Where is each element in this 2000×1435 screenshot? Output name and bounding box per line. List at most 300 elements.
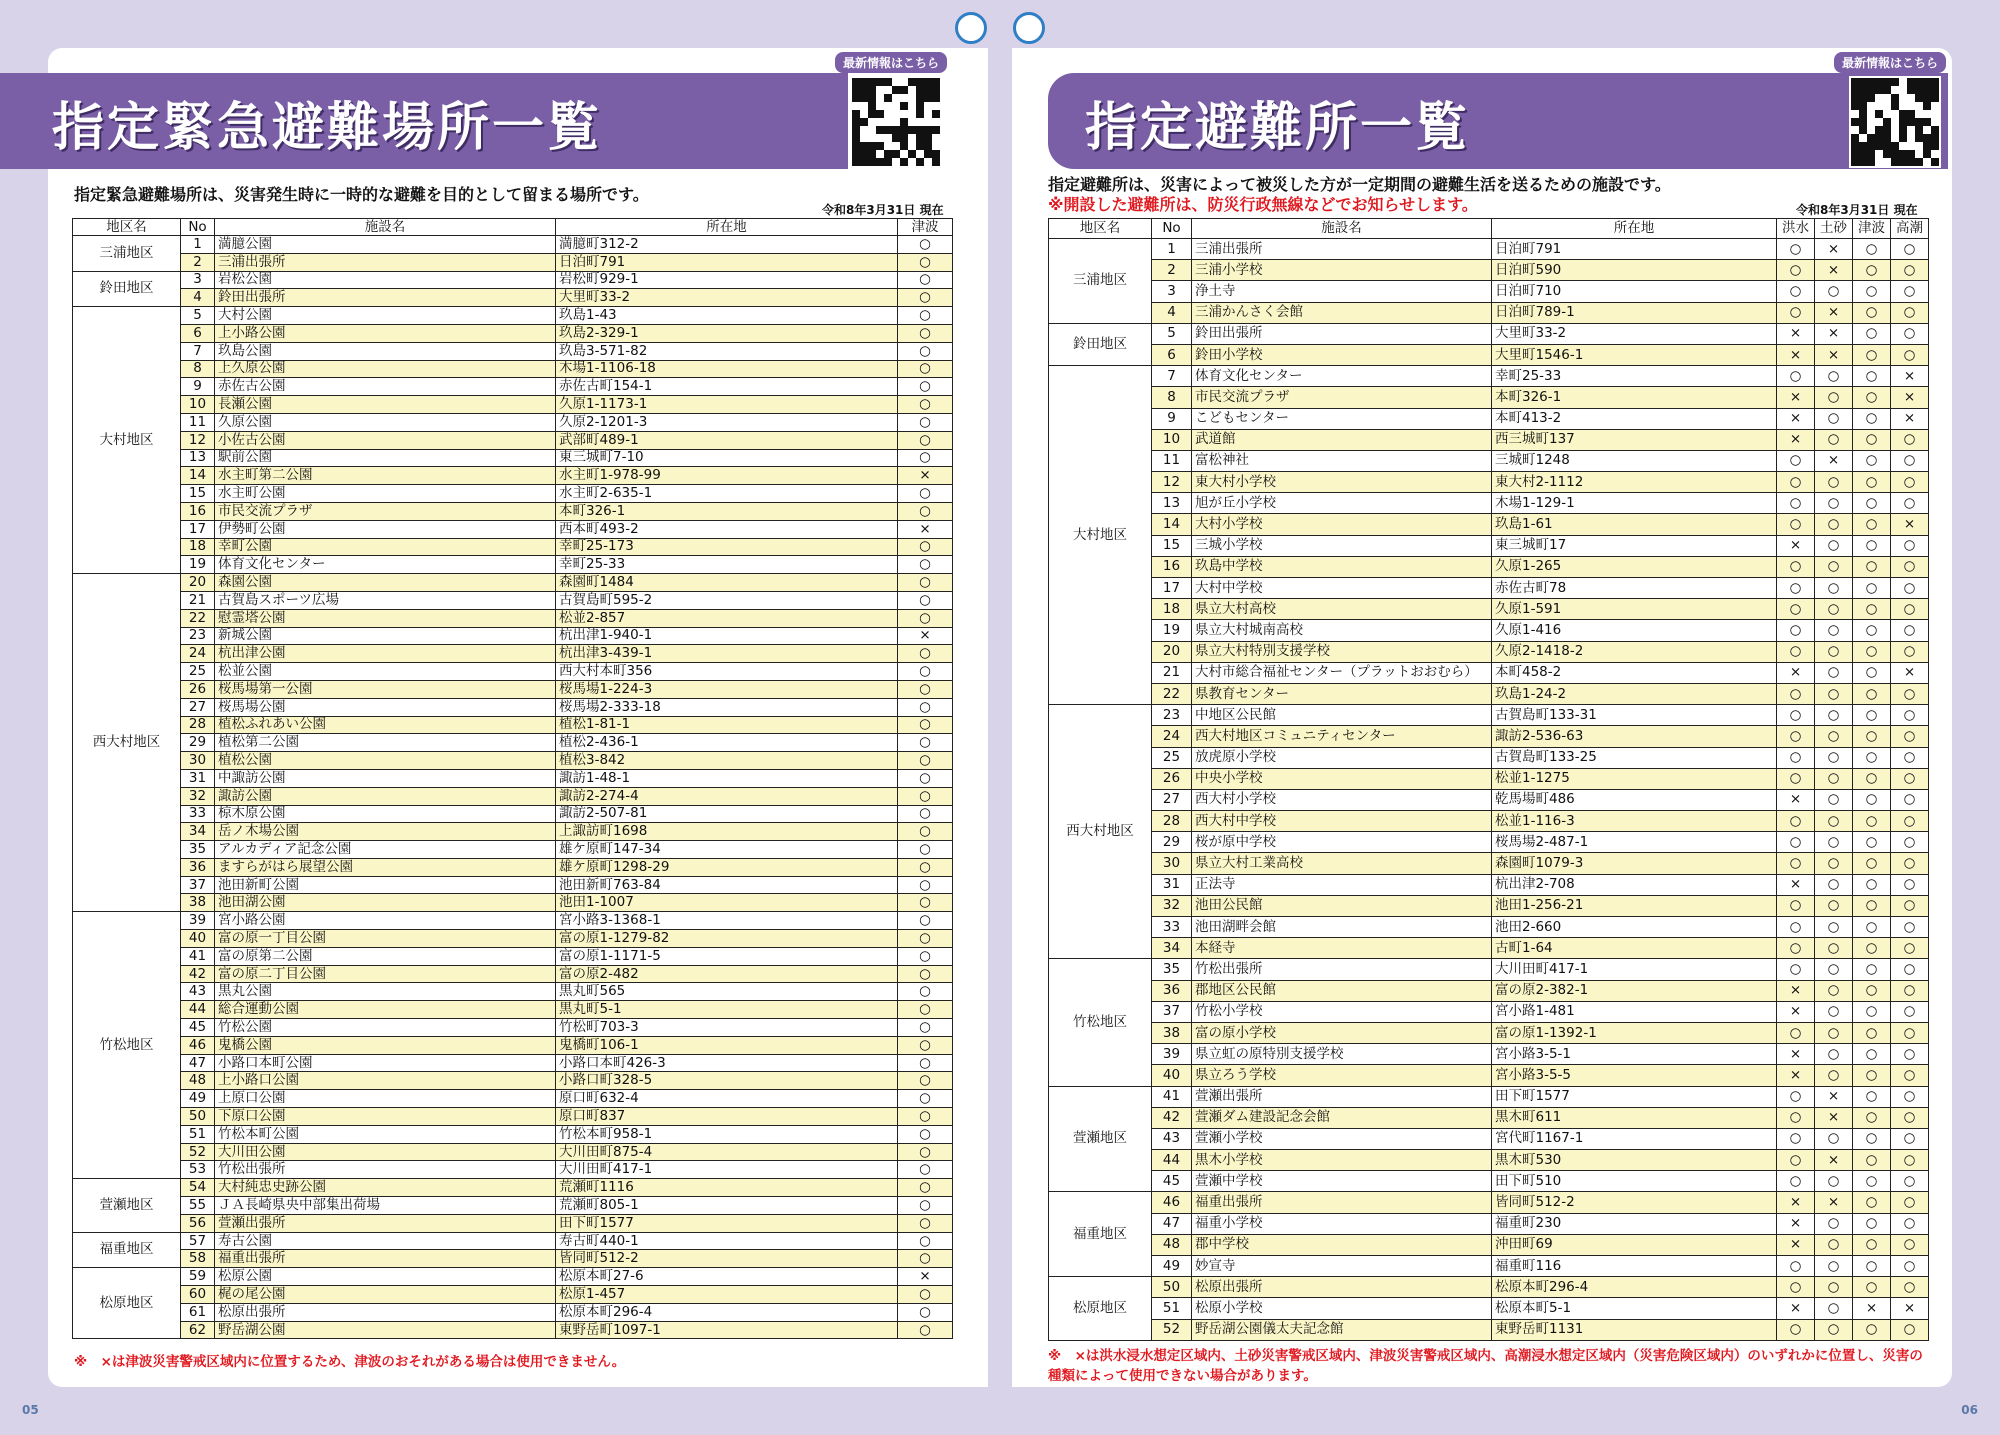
facility-address: 宮小路3-5-5 xyxy=(1492,1065,1777,1086)
availability-mark: × xyxy=(1891,662,1929,683)
facility-address: 松並1-1275 xyxy=(1492,768,1777,789)
availability-mark: ○ xyxy=(1777,726,1815,747)
facility-address: 西本町493-2 xyxy=(556,520,898,538)
facility-address: 杭出津3-439-1 xyxy=(556,645,898,663)
table-row xyxy=(1049,683,1929,704)
row-number: 41 xyxy=(1152,1086,1192,1107)
availability-mark: ○ xyxy=(1815,1044,1853,1065)
facility-name: 富の原第二公園 xyxy=(215,947,556,965)
facility-name: 総合運動公園 xyxy=(215,1001,556,1019)
availability-mark: ○ xyxy=(898,876,953,894)
facility-name: 植松公園 xyxy=(215,752,556,770)
facility-name: 体育文化センター xyxy=(215,556,556,574)
table-row xyxy=(73,413,953,431)
left-qr-code-icon[interactable] xyxy=(850,76,942,168)
availability-mark: ○ xyxy=(898,912,953,930)
binding-ring xyxy=(955,12,987,44)
availability-mark: ○ xyxy=(898,680,953,698)
table-row xyxy=(73,698,953,716)
availability-mark: ○ xyxy=(1777,683,1815,704)
availability-mark: ○ xyxy=(1853,683,1891,704)
district-name: 竹松地区 xyxy=(73,912,181,1179)
facility-name: 鈴田出張所 xyxy=(1192,323,1492,344)
availability-mark: ○ xyxy=(1815,789,1853,810)
facility-address: 荒瀬町805-1 xyxy=(556,1197,898,1215)
facility-name: 三浦出張所 xyxy=(215,253,556,271)
facility-address: 田下町510 xyxy=(1492,1171,1777,1192)
table-row xyxy=(73,467,953,485)
row-number: 21 xyxy=(181,591,215,609)
facility-address: 原口町837 xyxy=(556,1108,898,1126)
facility-address: 宮小路1-481 xyxy=(1492,1001,1777,1022)
row-number: 53 xyxy=(181,1161,215,1179)
facility-address: 竹松町703-3 xyxy=(556,1019,898,1037)
facility-address: 玖島2-329-1 xyxy=(556,324,898,342)
availability-mark: × xyxy=(1853,1298,1891,1319)
table-row xyxy=(1049,239,1929,260)
availability-mark: ○ xyxy=(898,271,953,289)
table-row xyxy=(73,271,953,289)
availability-mark: ○ xyxy=(1891,302,1929,323)
facility-name: 三浦かんさく会館 xyxy=(1192,302,1492,323)
availability-mark: ○ xyxy=(1853,1022,1891,1043)
facility-address: 古賀島町133-25 xyxy=(1492,747,1777,768)
facility-address: 寿古町440-1 xyxy=(556,1232,898,1250)
facility-address: 久原2-1418-2 xyxy=(1492,641,1777,662)
availability-mark: × xyxy=(1815,239,1853,260)
availability-mark: ○ xyxy=(1777,302,1815,323)
facility-address: 荒瀬町1116 xyxy=(556,1179,898,1197)
availability-mark: ○ xyxy=(1853,768,1891,789)
row-number: 44 xyxy=(1152,1150,1192,1171)
table-row xyxy=(1049,832,1929,853)
table-row xyxy=(1049,556,1929,577)
availability-mark: × xyxy=(1777,1001,1815,1022)
facility-name: 放虎原小学校 xyxy=(1192,747,1492,768)
table-row xyxy=(1049,535,1929,556)
availability-mark: × xyxy=(1777,789,1815,810)
row-number: 2 xyxy=(1152,260,1192,281)
facility-name: 市民交流プラザ xyxy=(1192,387,1492,408)
table-row xyxy=(73,431,953,449)
facility-name: 西大村中学校 xyxy=(1192,811,1492,832)
table-row xyxy=(1049,1001,1929,1022)
availability-mark: ○ xyxy=(1891,1001,1929,1022)
row-number: 13 xyxy=(181,449,215,467)
row-number: 6 xyxy=(181,324,215,342)
facility-name: 西大村小学校 xyxy=(1192,789,1492,810)
availability-mark: ○ xyxy=(1853,599,1891,620)
table-row xyxy=(73,591,953,609)
facility-name: 長瀬公園 xyxy=(215,396,556,414)
left-footnote: ※ ×は津波災害警戒区域内に位置するため、津波のおそれがある場合は使用できません。 xyxy=(74,1354,626,1370)
facility-name: 新城公園 xyxy=(215,627,556,645)
district-name: 西大村地区 xyxy=(73,574,181,912)
table-row xyxy=(1049,1213,1929,1234)
availability-mark: ○ xyxy=(1853,578,1891,599)
table-row xyxy=(1049,620,1929,641)
availability-mark: ○ xyxy=(1853,980,1891,1001)
facility-name: 市民交流プラザ xyxy=(215,502,556,520)
availability-mark: ○ xyxy=(898,1108,953,1126)
availability-mark: ○ xyxy=(1815,747,1853,768)
table-row xyxy=(73,538,953,556)
availability-mark: × xyxy=(1815,323,1853,344)
availability-mark: ○ xyxy=(1891,895,1929,916)
left-page-title: 指定緊急避難場所一覧 xyxy=(52,98,603,158)
row-number: 34 xyxy=(1152,938,1192,959)
district-name: 福重地区 xyxy=(73,1232,181,1268)
facility-address: 幸町25-33 xyxy=(1492,366,1777,387)
availability-mark: ○ xyxy=(898,609,953,627)
row-number: 1 xyxy=(1152,239,1192,260)
row-number: 20 xyxy=(1152,641,1192,662)
availability-mark: ○ xyxy=(898,894,953,912)
facility-address: 日泊町710 xyxy=(1492,281,1777,302)
facility-name: 池田湖畔会館 xyxy=(1192,917,1492,938)
facility-name: 大村公園 xyxy=(215,307,556,325)
availability-mark: ○ xyxy=(898,858,953,876)
table-row xyxy=(73,930,953,948)
facility-address: 本町413-2 xyxy=(1492,408,1777,429)
table-row xyxy=(73,1250,953,1268)
availability-mark: ○ xyxy=(1853,726,1891,747)
facility-name: 松原出張所 xyxy=(1192,1277,1492,1298)
facility-name: 松原出張所 xyxy=(215,1303,556,1321)
table-row xyxy=(73,769,953,787)
row-number: 12 xyxy=(181,431,215,449)
facility-address: 東野岳町1097-1 xyxy=(556,1321,898,1339)
row-number: 54 xyxy=(181,1179,215,1197)
availability-mark: ○ xyxy=(1891,1107,1929,1128)
table-row xyxy=(73,556,953,574)
facility-name: 県立大村高校 xyxy=(1192,599,1492,620)
availability-mark: ○ xyxy=(1891,1044,1929,1065)
availability-mark: ○ xyxy=(1853,1001,1891,1022)
availability-mark: ○ xyxy=(1853,514,1891,535)
facility-address: 東大村2-1112 xyxy=(1492,472,1777,493)
row-number: 27 xyxy=(1152,789,1192,810)
row-number: 48 xyxy=(181,1072,215,1090)
facility-name: 岳ノ木場公園 xyxy=(215,823,556,841)
availability-mark: × xyxy=(1777,323,1815,344)
availability-mark: ○ xyxy=(898,1232,953,1250)
availability-mark: ○ xyxy=(898,1321,953,1339)
table-header-row xyxy=(73,219,953,236)
availability-mark: ○ xyxy=(1853,1171,1891,1192)
row-number: 51 xyxy=(181,1125,215,1143)
availability-mark: ○ xyxy=(1853,1256,1891,1277)
availability-mark: × xyxy=(1891,366,1929,387)
facility-name: 池田湖公園 xyxy=(215,894,556,912)
facility-name: 寿古公園 xyxy=(215,1232,556,1250)
table-row xyxy=(1049,1319,1929,1340)
column-header: 洪水 xyxy=(1777,219,1815,239)
facility-address: 三城町1248 xyxy=(1492,450,1777,471)
availability-mark: ○ xyxy=(1891,620,1929,641)
availability-mark: ○ xyxy=(1853,832,1891,853)
facility-name: 旭が丘小学校 xyxy=(1192,493,1492,514)
facility-address: 木場1-1106-18 xyxy=(556,360,898,378)
row-number: 7 xyxy=(181,342,215,360)
availability-mark: ○ xyxy=(1891,938,1929,959)
row-number: 26 xyxy=(181,680,215,698)
district-name: 三浦地区 xyxy=(73,236,181,272)
row-number: 3 xyxy=(1152,281,1192,302)
availability-mark: ○ xyxy=(1853,917,1891,938)
row-number: 20 xyxy=(181,574,215,592)
table-row xyxy=(1049,429,1929,450)
row-number: 40 xyxy=(1152,1065,1192,1086)
availability-mark: ○ xyxy=(898,1090,953,1108)
table-row xyxy=(1049,1150,1929,1171)
table-row xyxy=(73,1321,953,1339)
facility-address: 桜馬場1-224-3 xyxy=(556,680,898,698)
availability-mark: ○ xyxy=(1891,1256,1929,1277)
availability-mark: × xyxy=(1777,408,1815,429)
row-number: 45 xyxy=(1152,1171,1192,1192)
district-name: 松原地区 xyxy=(1049,1277,1152,1341)
facility-name: 中諏訪公園 xyxy=(215,769,556,787)
facility-address: 日泊町791 xyxy=(556,253,898,271)
row-number: 14 xyxy=(181,467,215,485)
availability-mark: ○ xyxy=(1815,429,1853,450)
availability-mark: ○ xyxy=(1891,578,1929,599)
row-number: 36 xyxy=(181,858,215,876)
row-number: 31 xyxy=(1152,874,1192,895)
row-number: 27 xyxy=(181,698,215,716)
column-header: 土砂 xyxy=(1815,219,1853,239)
availability-mark: ○ xyxy=(898,734,953,752)
facility-address: 日泊町789-1 xyxy=(1492,302,1777,323)
availability-mark: ○ xyxy=(1891,599,1929,620)
column-header: 地区名 xyxy=(1049,219,1152,239)
facility-address: 松並2-857 xyxy=(556,609,898,627)
facility-name: 諏訪公園 xyxy=(215,787,556,805)
availability-mark: ○ xyxy=(1853,556,1891,577)
table-row xyxy=(73,502,953,520)
facility-address: 富の原1-1392-1 xyxy=(1492,1022,1777,1043)
facility-name: 水主町第二公園 xyxy=(215,467,556,485)
facility-address: 富の原2-382-1 xyxy=(1492,980,1777,1001)
facility-name: 鬼橋公園 xyxy=(215,1036,556,1054)
availability-mark: ○ xyxy=(898,1125,953,1143)
availability-mark: ○ xyxy=(1815,578,1853,599)
facility-name: 上小路公園 xyxy=(215,324,556,342)
table-row xyxy=(1049,1107,1929,1128)
row-number: 28 xyxy=(1152,811,1192,832)
row-number: 36 xyxy=(1152,980,1192,1001)
table-row xyxy=(73,983,953,1001)
table-row xyxy=(1049,1277,1929,1298)
row-number: 58 xyxy=(181,1250,215,1268)
table-row xyxy=(73,805,953,823)
facility-address: 皆同町512-2 xyxy=(1492,1192,1777,1213)
availability-mark: ○ xyxy=(1853,895,1891,916)
row-number: 7 xyxy=(1152,366,1192,387)
table-row xyxy=(73,1054,953,1072)
availability-mark: ○ xyxy=(1891,493,1929,514)
availability-mark: ○ xyxy=(898,1072,953,1090)
availability-mark: ○ xyxy=(898,538,953,556)
availability-mark: ○ xyxy=(898,1001,953,1019)
table-row xyxy=(1049,1192,1929,1213)
facility-address: 雄ケ原町1298-29 xyxy=(556,858,898,876)
facility-name: 久原公園 xyxy=(215,413,556,431)
availability-mark: ○ xyxy=(898,1054,953,1072)
availability-mark: ○ xyxy=(1891,281,1929,302)
availability-mark: ○ xyxy=(898,485,953,503)
row-number: 32 xyxy=(1152,895,1192,916)
availability-mark: ○ xyxy=(898,289,953,307)
availability-mark: × xyxy=(898,1268,953,1286)
table-row xyxy=(1049,726,1929,747)
facility-address: 久原1-416 xyxy=(1492,620,1777,641)
availability-mark: ○ xyxy=(1777,1022,1815,1043)
table-row xyxy=(1049,1065,1929,1086)
facility-address: 本町326-1 xyxy=(1492,387,1777,408)
facility-name: 県教育センター xyxy=(1192,683,1492,704)
availability-mark: ○ xyxy=(1815,556,1853,577)
facility-name: 本経寺 xyxy=(1192,938,1492,959)
facility-address: 玖島1-43 xyxy=(556,307,898,325)
availability-mark: ○ xyxy=(1891,811,1929,832)
facility-name: 玖島公園 xyxy=(215,342,556,360)
row-number: 4 xyxy=(181,289,215,307)
availability-mark: ○ xyxy=(1891,535,1929,556)
district-name: 萱瀬地区 xyxy=(73,1179,181,1232)
availability-mark: ○ xyxy=(1815,980,1853,1001)
facility-address: 岩松町929-1 xyxy=(556,271,898,289)
availability-mark: ○ xyxy=(1891,1086,1929,1107)
right-page-number: 06 xyxy=(1961,1403,1978,1417)
table-row xyxy=(73,574,953,592)
availability-mark: ○ xyxy=(898,1197,953,1215)
availability-mark: ○ xyxy=(1853,1277,1891,1298)
availability-mark: ○ xyxy=(1815,1298,1853,1319)
table-row xyxy=(1049,747,1929,768)
table-row xyxy=(73,1232,953,1250)
availability-mark: ○ xyxy=(1815,705,1853,726)
availability-mark: ○ xyxy=(898,342,953,360)
availability-mark: × xyxy=(1815,302,1853,323)
availability-mark: ○ xyxy=(1853,535,1891,556)
facility-address: 大川田町875-4 xyxy=(556,1143,898,1161)
availability-mark: ○ xyxy=(898,965,953,983)
availability-mark: ○ xyxy=(1815,853,1853,874)
facility-name: 県立ろう学校 xyxy=(1192,1065,1492,1086)
facility-name: 宮小路公園 xyxy=(215,912,556,930)
availability-mark: ○ xyxy=(1853,1044,1891,1065)
facility-name: 富の原小学校 xyxy=(1192,1022,1492,1043)
availability-mark: ○ xyxy=(1853,344,1891,365)
row-number: 23 xyxy=(181,627,215,645)
availability-mark: ○ xyxy=(1891,768,1929,789)
availability-mark: ○ xyxy=(1891,429,1929,450)
row-number: 16 xyxy=(1152,556,1192,577)
facility-address: 杭出津1-940-1 xyxy=(556,627,898,645)
row-number: 51 xyxy=(1152,1298,1192,1319)
availability-mark: ○ xyxy=(1853,302,1891,323)
availability-mark: ○ xyxy=(898,663,953,681)
table-header-row xyxy=(1049,219,1929,239)
availability-mark: ○ xyxy=(1815,1256,1853,1277)
facility-address: 福重町116 xyxy=(1492,1256,1777,1277)
availability-mark: ○ xyxy=(1777,620,1815,641)
row-number: 24 xyxy=(1152,726,1192,747)
facility-name: 桜馬場第一公園 xyxy=(215,680,556,698)
facility-name: 上原口公園 xyxy=(215,1090,556,1108)
facility-address: 池田新町763-84 xyxy=(556,876,898,894)
row-number: 16 xyxy=(181,502,215,520)
availability-mark: ○ xyxy=(898,556,953,574)
availability-mark: ○ xyxy=(1891,1150,1929,1171)
availability-mark: × xyxy=(1777,1044,1815,1065)
table-row xyxy=(73,236,953,254)
row-number: 42 xyxy=(1152,1107,1192,1128)
availability-mark: ○ xyxy=(1853,705,1891,726)
row-number: 4 xyxy=(1152,302,1192,323)
table-row xyxy=(73,858,953,876)
table-row xyxy=(73,289,953,307)
facility-address: 松原本町5-1 xyxy=(1492,1298,1777,1319)
availability-mark: ○ xyxy=(1891,1213,1929,1234)
table-row xyxy=(73,1125,953,1143)
facility-address: 黒木町611 xyxy=(1492,1107,1777,1128)
facility-address: 東三城町17 xyxy=(1492,535,1777,556)
table-row xyxy=(73,520,953,538)
facility-address: 池田1-256-21 xyxy=(1492,895,1777,916)
availability-mark: ○ xyxy=(1777,1171,1815,1192)
facility-address: 玖島3-571-82 xyxy=(556,342,898,360)
table-row xyxy=(73,912,953,930)
availability-mark: ○ xyxy=(1891,980,1929,1001)
facility-name: 福重小学校 xyxy=(1192,1213,1492,1234)
row-number: 23 xyxy=(1152,705,1192,726)
designated-shelters-table xyxy=(1048,218,1929,1341)
availability-mark: ○ xyxy=(1815,599,1853,620)
facility-address: 日泊町791 xyxy=(1492,239,1777,260)
district-name: 大村地区 xyxy=(73,307,181,574)
availability-mark: ○ xyxy=(1777,1319,1815,1340)
table-row xyxy=(1049,811,1929,832)
availability-mark: ○ xyxy=(1815,1001,1853,1022)
table-row xyxy=(73,1072,953,1090)
availability-mark: ○ xyxy=(898,1143,953,1161)
right-qr-code-icon[interactable] xyxy=(1849,76,1941,168)
availability-mark: ○ xyxy=(1815,768,1853,789)
availability-mark: ○ xyxy=(1853,260,1891,281)
availability-mark: ○ xyxy=(1777,1128,1815,1149)
facility-address: 上諏訪町1698 xyxy=(556,823,898,841)
facility-address: 小路口町328-5 xyxy=(556,1072,898,1090)
availability-mark: ○ xyxy=(898,236,953,254)
availability-mark: ○ xyxy=(1853,1065,1891,1086)
left-qr-label: 最新情報はこちら xyxy=(835,52,947,73)
table-row xyxy=(73,1214,953,1232)
facility-name: 中地区公民館 xyxy=(1192,705,1492,726)
row-number: 39 xyxy=(1152,1044,1192,1065)
availability-mark: × xyxy=(1815,344,1853,365)
facility-name: 萱瀬出張所 xyxy=(1192,1086,1492,1107)
table-row xyxy=(73,752,953,770)
row-number: 56 xyxy=(181,1214,215,1232)
table-row xyxy=(1049,599,1929,620)
row-number: 49 xyxy=(181,1090,215,1108)
facility-name: 伊勢町公園 xyxy=(215,520,556,538)
facility-name: 県立虹の原特別支援学校 xyxy=(1192,1044,1492,1065)
availability-mark: ○ xyxy=(1815,917,1853,938)
